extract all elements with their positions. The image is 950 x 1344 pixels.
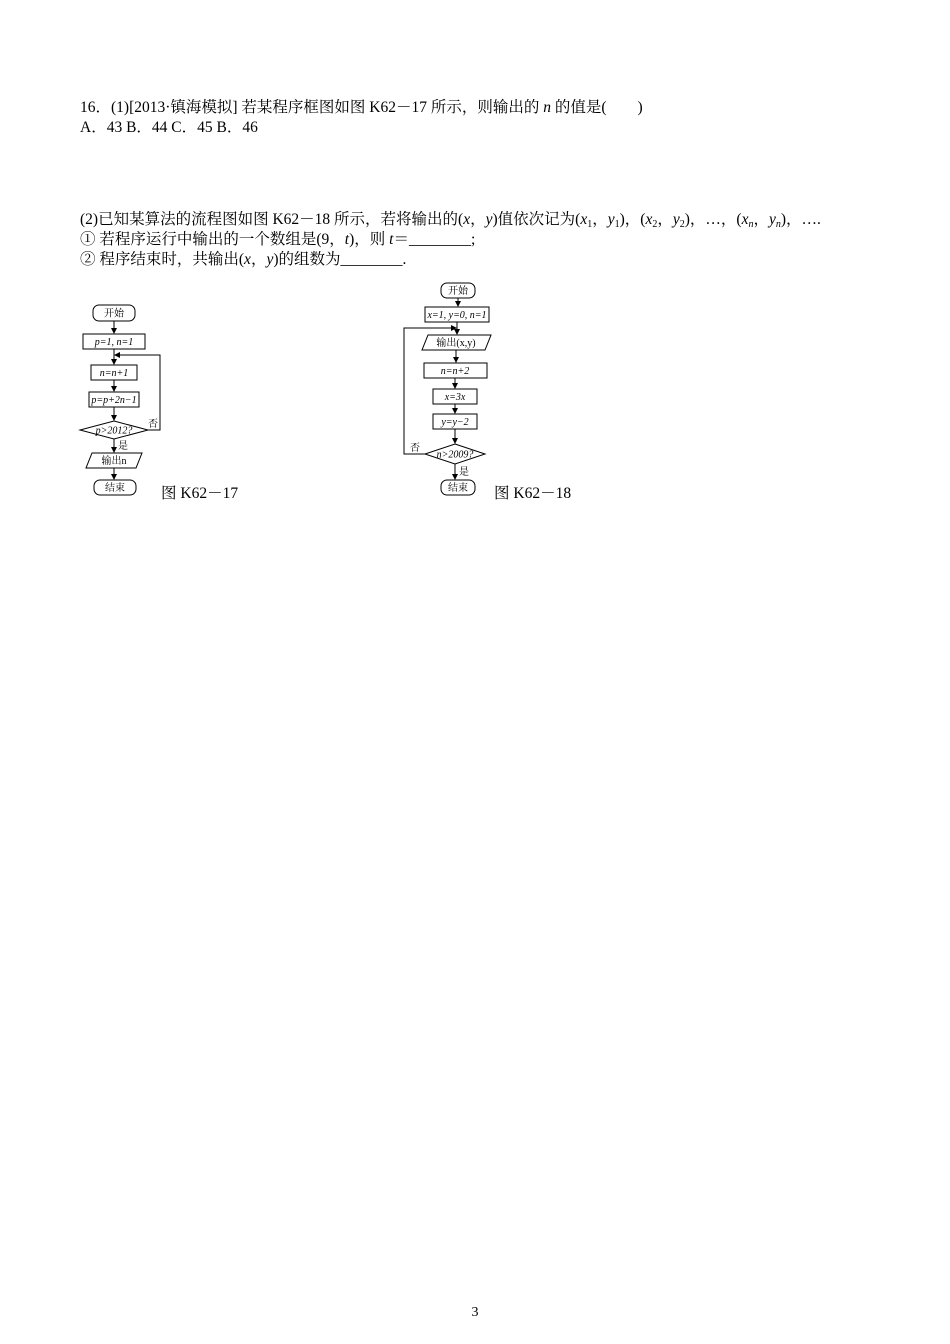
q2-text-a: (2)已知某算法的流程图如图 K62－18 所示，若将输出的( xyxy=(80,211,464,228)
q2-var: x xyxy=(580,211,588,228)
fc1-output-label: 输出n xyxy=(101,456,127,467)
fc1-end-label: 结束 xyxy=(105,483,125,494)
q2-sep: )，( xyxy=(619,211,646,228)
q1-text-a: 16．(1)[2013·镇海模拟] 若某程序框图如图 K62－17 所示，则输出的 xyxy=(80,99,544,116)
page-number: 3 xyxy=(471,1305,479,1320)
fc1-step2-label: p=p+2n−1 xyxy=(91,395,137,406)
q2-sub: n xyxy=(748,219,754,230)
fc1-yes-label: 是 xyxy=(118,441,128,452)
q2-var: y xyxy=(607,211,615,228)
q2-sub: 2 xyxy=(679,219,685,230)
q2-sep: ， xyxy=(470,211,486,228)
q2-sep: )，…，( xyxy=(684,211,742,228)
q2-sep: )，…. xyxy=(780,211,821,228)
fc1-condition-label: p>2012? xyxy=(95,425,133,437)
q2-var: y xyxy=(768,211,776,228)
q2-var: t xyxy=(344,231,350,248)
q2-answer-blank: ＝________; xyxy=(393,231,476,248)
figure-caption-k62-17: 图 K62－17 xyxy=(161,485,239,502)
q2-var: t xyxy=(389,231,394,248)
q2-var: x xyxy=(244,251,251,268)
fc2-end-label: 结束 xyxy=(448,483,468,494)
fc2-start-label: 开始 xyxy=(448,286,468,297)
fc1-no-label: 否 xyxy=(148,419,158,430)
q1-options: A．43 B．44 C．45 B．46 xyxy=(80,119,258,136)
q2-var: y xyxy=(485,211,493,228)
fc2-step3-label: y=y−2 xyxy=(441,417,469,428)
q2-text: )，则 xyxy=(349,231,390,248)
q2-var: y xyxy=(266,251,274,268)
fc1-step1-label: n=n+1 xyxy=(99,368,129,379)
q2-answer-blank: )的组数为________. xyxy=(273,251,407,268)
q2-sub: 1 xyxy=(587,219,593,230)
q2-sub: 2 xyxy=(652,219,658,230)
fc2-output-label: 输出(x,y) xyxy=(436,338,476,349)
q2-sep: ， xyxy=(592,211,608,228)
fc1-init-label: p=1, n=1 xyxy=(94,337,134,348)
q2-sep: ， xyxy=(657,211,673,228)
q2-sub: 1 xyxy=(614,219,620,230)
q2-sub: n xyxy=(775,219,781,230)
q2-sep: ， xyxy=(250,251,267,268)
q1-var-n: n xyxy=(543,99,552,116)
q2-var: x xyxy=(741,211,749,228)
q2-sep: ， xyxy=(753,211,769,228)
fc2-condition-label: n>2009? xyxy=(436,449,474,461)
fc1-start-label: 开始 xyxy=(104,308,124,320)
q2-text: ① 若程序运行中输出的一个数组是(9， xyxy=(80,231,345,248)
q2-text: ② 程序结束时，共输出( xyxy=(80,251,245,268)
q2-var: x xyxy=(645,211,653,228)
q2-var: x xyxy=(463,211,471,228)
fc2-init-label: x=1, y=0, n=1 xyxy=(427,310,487,321)
fc2-no-label: 否 xyxy=(410,443,420,454)
fc2-step2-label: x=3x xyxy=(444,392,466,403)
q1-text-b: 的值是( ) xyxy=(551,99,643,116)
q2-text-b: )值依次记为( xyxy=(492,211,581,228)
q2-var: y xyxy=(672,211,680,228)
fc2-yes-label: 是 xyxy=(459,467,469,478)
figure-caption-k62-18: 图 K62－18 xyxy=(494,485,572,502)
fc2-step1-label: n=n+2 xyxy=(440,366,470,377)
